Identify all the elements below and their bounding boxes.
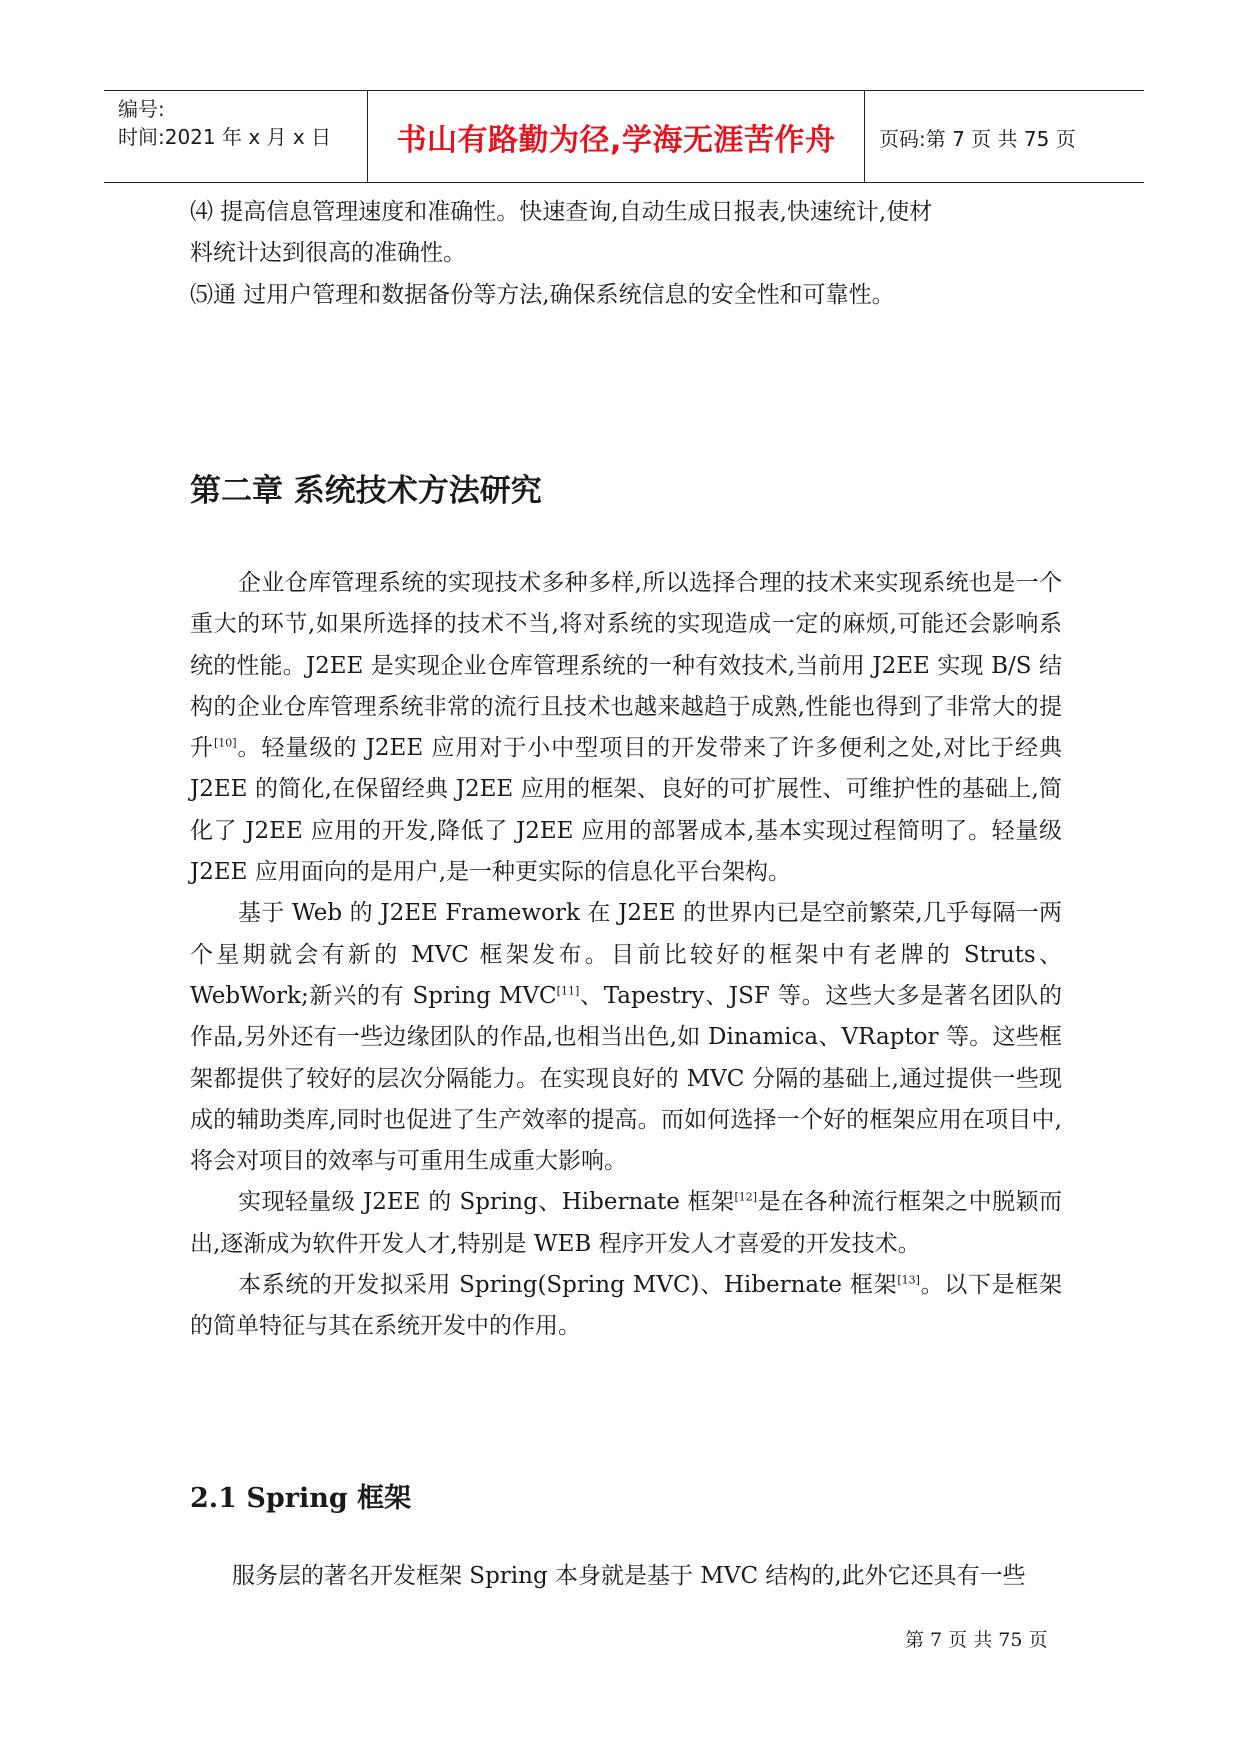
paragraph-4: [190, 1265, 1062, 1348]
header-motto: 书山有路勤为径,学海无涯苦作舟: [396, 123, 836, 158]
paragraph-2: [190, 893, 1062, 1182]
list-item-4-line1: ⑷ 提高信息管理速度和准确性。快速查询,自动生成日报表,快速统计,使材: [190, 199, 933, 225]
paragraph-2-text: 基于 Web 的 J2EE Framework 在 J2EE 的世界内已是空前繁荣,几乎每隔一两个星期就会有新的 MVC 框架发布。目前比较好的框架中有老牌的 Struts、WebWork;新兴的有 Spring MVC: [190, 900, 1062, 1009]
paragraph-3-text-after: 是在各种流行框架之中脱颖而出,逐渐成为软件开发人才,特别是 WEB 程序开发人才喜爱的开发技术。: [190, 1189, 1062, 1257]
document-number-label: 编号:: [118, 97, 165, 121]
paragraph-3-text: 实现轻量级 J2EE 的 Spring、Hibernate 框架: [238, 1189, 735, 1216]
header-motto-cell: [368, 91, 865, 182]
citation-10: [10]: [213, 736, 237, 750]
paragraph-4-text-after: 。以下是框架的简单特征与其在系统开发中的作用。: [190, 1272, 1063, 1340]
paragraph-4-text: 本系统的开发拟采用 Spring(Spring MVC)、Hibernate 框架: [238, 1272, 898, 1299]
paragraph-1: [190, 563, 1062, 893]
citation-13: [13]: [897, 1273, 920, 1287]
list-item-4-line2: 料统计达到很高的准确性。: [190, 240, 466, 267]
section-body: [190, 1556, 1062, 1597]
header-meta-cell: [104, 91, 368, 182]
chapter-title: 第二章 系统技术方法研究: [190, 473, 542, 509]
document-header: [104, 90, 1144, 183]
page-footer: 第 7 页 共 75 页: [905, 1629, 1048, 1651]
section-paragraph: 服务层的著名开发框架 Spring 本身就是基于 MVC 结构的,此外它还具有一些: [232, 1563, 1026, 1589]
header-page-number: 页码:第 7 页 共 75 页: [879, 127, 1076, 151]
paragraph-1-text: 企业仓库管理系统的实现技术多种多样,所以选择合理的技术来实现系统也是一个重大的环节,如果所选择的技术不当,将对系统的实现造成一定的麻烦,可能还会影响系统的性能。J2EE 是实现企业仓库管理系统的一种有效技术,当前用 J2EE 实现 B/S 结构的企业仓库管理系统非常的流行且技术也越来越趋于成熟,性能也得到了非常大的提升: [190, 570, 1062, 762]
paragraph-3: [190, 1182, 1062, 1265]
citation-12: [12]: [734, 1190, 758, 1204]
list-item-5: ⑸通 过用户管理和数据备份等方法,确保系统信息的安全性和可靠性。: [190, 281, 895, 308]
citation-11: [11]: [556, 984, 580, 998]
chapter-body: [190, 563, 1062, 1348]
header-page-cell: [865, 91, 1144, 182]
paragraph-2-text-after: 、Tapestry、JSF 等。这些大多是著名团队的作品,另外还有一些边缘团队的作品,也相当出色,如 Dinamica、VRaptor 等。这些框架都提供了较好的层次分隔能力。在实现良好的 MVC 分隔的基础上,通过提供一些现成的辅助类库,同时也促进了生产效率的提高。而如何选择一个好的框架应用在项目中,将会对项目的效率与可重用生成重大影响。: [190, 982, 1063, 1175]
intro-list: [190, 192, 1062, 316]
section-title: 2.1 Spring 框架: [190, 1483, 412, 1514]
document-time-label: 时间:2021 年 x 月 x 日: [118, 125, 332, 149]
paragraph-1-text-after: 。轻量级的 J2EE 应用对于小中型项目的开发带来了许多便利之处,对比于经典 J2EE 的简化,在保留经典 J2EE 应用的框架、良好的可扩展性、可维护性的基础上,简化了 J2EE 应用的开发,降低了 J2EE 应用的部署成本,基本实现过程简明了。轻量级 J2EE 应用面向的是用户,是一种更实际的信息化平台架构。: [190, 735, 1063, 886]
